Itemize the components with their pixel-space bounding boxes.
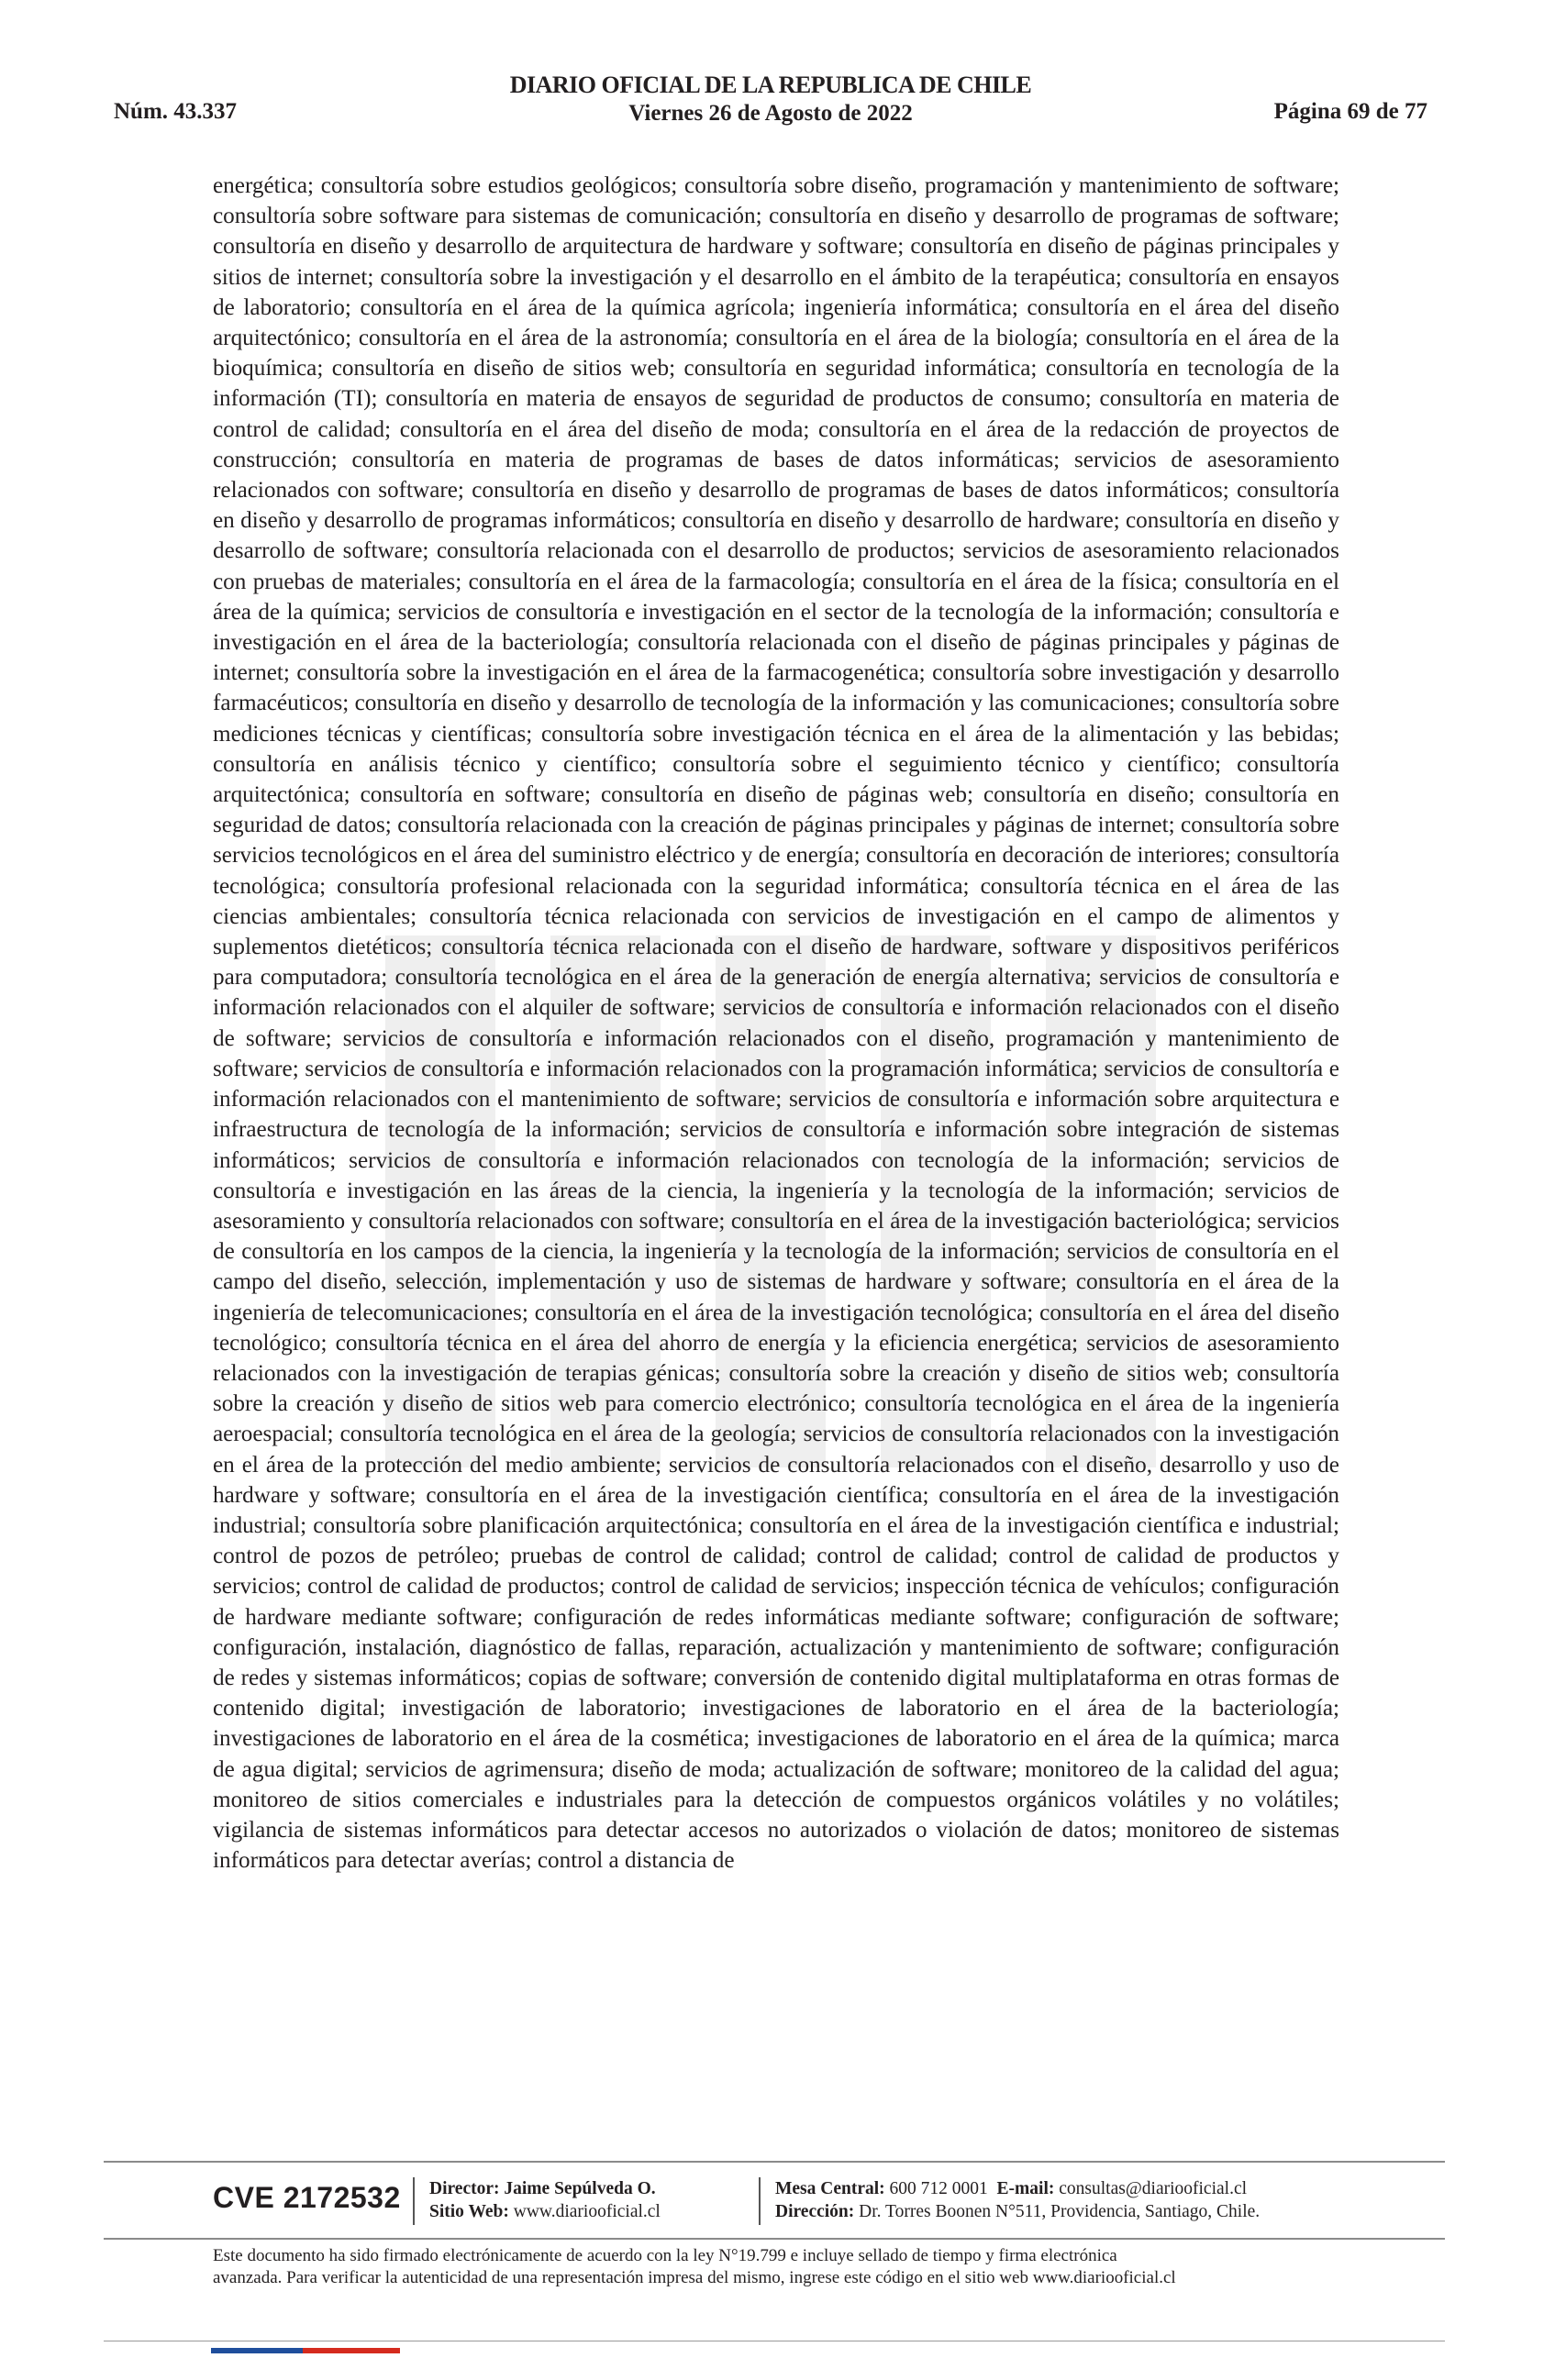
issue-number: Núm. 43.337 xyxy=(114,99,238,124)
address-value: Dr. Torres Boonen N°511, Providencia, Santiago, Chile. xyxy=(859,2202,1261,2221)
director-block xyxy=(429,2177,661,2223)
legal-line: avanzada. Para verificar la autenticidad de una representación impresa del mismo, ingrese este código en el sitio web www.diariooficial.cl xyxy=(213,2268,1176,2287)
site-link[interactable]: www.diariooficial.cl xyxy=(513,2202,661,2221)
newspaper-title: DIARIO OFICIAL DE LA REPUBLICA DE CHILE xyxy=(509,72,1032,98)
body-paragraph: energética; consultoría sobre estudios geológicos; consultoría sobre diseño, programación y mantenimiento de software; consultoría sobre software para sistemas de comunicación; consultoría en diseño y desarrollo de programas de software; consultoría en diseño y desarrollo de arquitectura de hardware y software; consultoría en diseño de páginas principales y sitios de internet; consultoría sobre la investigación y el desarrollo en el ámbito de la terapéutica; consultoría en ensayos de laboratorio; consultoría en el área de la química agrícola; ingeniería informática; consultoría en el área del diseño arquitectónico; consultoría en el área de la astronomía; consultoría en el área de la biología; consultoría en el área de la bioquímica; consultoría en diseño de sitios web; consultoría en seguridad informática; consultoría en tecnología de la información (TI); consultoría en materia de ensayos de seguridad de productos de consumo; consultoría en materia de control de calidad; consultoría en el área del diseño de moda; consultoría en el área de la redacción de proyectos de construcción; consultoría en materia de programas de bases de datos informáticas; servicios de asesoramiento relacionados con software; consultoría en diseño y desarrollo de programas de bases de datos informáticos; consultoría en diseño y desarrollo de programas informáticos; consultoría en diseño y desarrollo de hardware; consultoría en diseño y desarrollo de software; consultoría relacionada con el desarrollo de productos; servicios de asesoramiento relacionados con pruebas de materiales; consultoría en el área de la farmacología; consultoría en el área de la física; consultoría en el área de la química; servicios de consultoría e investigación en el sector de la tecnología de la información; consultoría e investigación en el área de la bacteriología; consultoría relacionada con el diseño de páginas principales y páginas de internet; consultoría sobre la investigación en el área de la farmacogenética; consultoría sobre investigación y desarrollo farmacéuticos; consultoría en diseño y desarrollo de tecnología de la información y las comunicaciones; consultoría sobre mediciones técnicas y científicas; consultoría sobre investigación técnica en el área de la alimentación y las bebidas; consultoría en análisis técnico y científico; consultoría sobre el seguimiento técnico y científico; consultoría arquitectónica; consultoría en software; consultoría en diseño de páginas web; consultoría en diseño; consultoría en seguridad de datos; consultoría relacionada con la creación de páginas principales y páginas de internet; consultoría sobre servicios tecnológicos en el área del suministro eléctrico y de energía; consultoría en decoración de interiores; consultoría tecnológica; consultoría profesional relacionada con la seguridad informática; consultoría técnica en el área de las ciencias ambientales; consultoría técnica relacionada con servicios de investigación en el campo de alimentos y suplementos dietéticos; consultoría técnica relacionada con el diseño de hardware, software y dispositivos periféricos para computadora; consultoría tecnológica en el área de la generación de energía alternativa; servicios de consultoría e información relacionados con el alquiler de software; servicios de consultoría e información relacionados con el diseño de software; servicios de consultoría e información relacionados con el diseño, programación y mantenimiento de software; servicios de consultoría e información relacionados con la programación informática; servicios de consultoría e información relacionados con el mantenimiento de software; servicios de consultoría e información sobre arquitectura e infraestructura de tecnología de la información; servicios de consultoría e información sobre integración de sistemas informáticos; servicios de consultoría e información relacionados con tecnología de la información; servicios de consultoría e investigación en las áreas de la ciencia, la ingeniería y la tecnología de la información; servicios de asesoramiento y consultoría relacionados con software; consultoría en el área de la investigación bacteriológica; servicios de consultoría en los campos de la ciencia, la ingeniería y la tecnología de la información; servicios de consultoría en el campo del diseño, selección, implementación y uso de sistemas de hardware y software; consultoría en el área de la ingeniería de telecomunicaciones; consultoría en el área de la investigación tecnológica; consultoría en el área del diseño tecnológico; consultoría técnica en el área del ahorro de energía y la eficiencia energética; servicios de asesoramiento relacionados con la investigación de terapias génicas; consultoría sobre la creación y diseño de sitios web; consultoría sobre la creación y diseño de sitios web para comercio electrónico; consultoría tecnológica en el área de la ingeniería aeroespacial; consultoría tecnológica en el área de la geología; servicios de consultoría relacionados con la investigación en el área de la protección del medio ambiente; servicios de consultoría relacionados con el diseño, desarrollo y uso de hardware y software; consultoría en el área de la investigación científica; consultoría en el área de la investigación industrial; consultoría sobre planificación arquitectónica; consultoría en el área de la investigación científica e industrial; control de pozos de petróleo; pruebas de control de calidad; control de calidad; control de calidad de productos y servicios; control de calidad de productos; control de calidad de servicios; inspección técnica de vehículos; configuración de hardware mediante software; configuración de redes informáticas mediante software; configuración de software; configuración, instalación, diagnóstico de fallas, reparación, actualización y mantenimiento de software; configuración de redes y sistemas informáticos; copias de software; conversión de contenido digital multiplataforma en otras formas de contenido digital; investigación de laboratorio; investigaciones de laboratorio en el área de la bacteriología; investigaciones de laboratorio en el área de la cosmética; investigaciones de laboratorio en el área de la química; marca de agua digital; servicios de agrimensura; diseño de moda; actualización de software; monitoreo de la calidad del agua; monitoreo de sitios comerciales e industriales para la detección de compuestos orgánicos volátiles y no volátiles; vigilancia de sistemas informáticos para detectar accesos no autorizados o violación de datos; monitoreo de sistemas informáticos para detectar averías; control a distancia de xyxy=(213,173,1339,1874)
page-number: Página 69 de 77 xyxy=(1273,99,1427,124)
issue-date: Viernes 26 de Agosto de 2022 xyxy=(628,101,913,126)
mesa-phone: 600 712 0001 xyxy=(889,2179,988,2198)
director-name: Jaime Sepúlveda O. xyxy=(504,2179,656,2198)
email-link[interactable]: consultas@diariooficial.cl xyxy=(1059,2179,1248,2198)
email-label: E-mail: xyxy=(996,2179,1055,2198)
page-header xyxy=(114,72,1427,136)
flag-red-segment xyxy=(303,2348,400,2353)
site-label: Sitio Web: xyxy=(429,2202,509,2221)
legal-notice xyxy=(213,2245,1350,2289)
legal-line: Este documento ha sido firmado electrónicamente de acuerdo con la ley N°19.799 e incluye sellado de tiempo y firma electrónica xyxy=(213,2246,1117,2265)
masthead xyxy=(114,72,1427,128)
director-label: Director: xyxy=(429,2179,500,2198)
contact-block xyxy=(775,2177,1260,2223)
footer-top-rule xyxy=(104,2161,1445,2163)
chile-flag-stripe xyxy=(211,2348,400,2353)
footer-divider xyxy=(413,2177,415,2225)
mesa-label: Mesa Central: xyxy=(775,2179,885,2198)
footer-divider xyxy=(759,2177,761,2225)
footer-middle-rule xyxy=(104,2238,1445,2240)
address-label: Dirección: xyxy=(775,2202,855,2221)
flag-blue-segment xyxy=(211,2348,303,2353)
cve-code: CVE 2172532 xyxy=(213,2181,401,2214)
